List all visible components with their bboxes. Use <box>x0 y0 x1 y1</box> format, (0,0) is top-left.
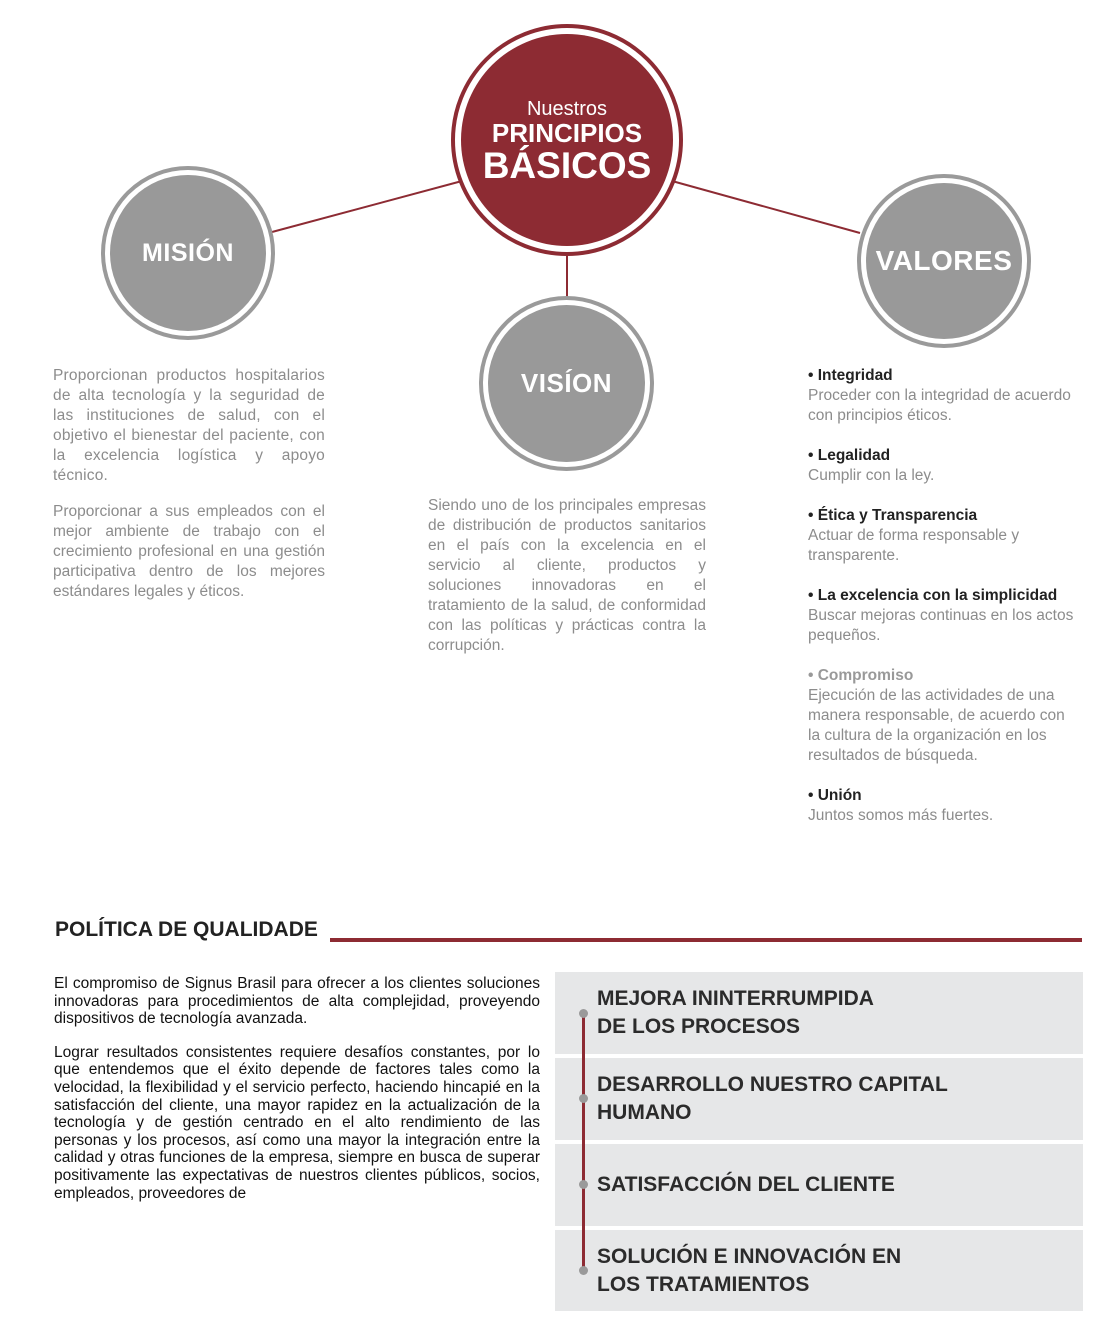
process-label: DESARROLLO NUESTRO CAPITAL HUMANO <box>597 1073 948 1124</box>
value-title: • Integridad <box>808 367 893 384</box>
vision-title: VISÍON <box>488 305 645 462</box>
value-desc: Buscar mejoras continuas en los actos pequeños. <box>808 607 1074 644</box>
mision-circle <box>101 166 275 340</box>
value-title: • Ética y Transparencia <box>808 507 978 524</box>
value-title: • Legalidad <box>808 447 891 464</box>
vision-text <box>428 496 706 672</box>
valores-circle <box>857 174 1031 348</box>
value-item <box>808 666 1078 766</box>
principles-circle-inner <box>461 34 673 246</box>
value-item <box>808 366 1078 426</box>
process-label: SATISFACCIÓN DEL CLIENTE <box>597 1173 895 1196</box>
mision-paragraph: Proporcionar a sus empleados con el mejor ambiente de trabajo con el crecimiento profesional en una gestión participativa dentro de los mejores estándares legales y éticos. <box>53 503 325 600</box>
vision-circle <box>479 296 654 471</box>
valores-title: VALORES <box>866 183 1022 339</box>
policy-title: POLÍTICA DE QUALIDADE <box>55 918 318 941</box>
value-desc: Ejecución de las actividades de una manera responsable, de acuerdo con la cultura de la organización en los resultados de búsqueda. <box>808 687 1065 764</box>
policy-text <box>54 975 540 1218</box>
timeline-dot <box>579 1180 588 1189</box>
process-item <box>555 972 1083 1054</box>
process-list <box>555 972 1083 1311</box>
value-desc: Cumplir con la ley. <box>808 467 935 484</box>
value-desc: Actuar de forma responsable y transparente. <box>808 527 1020 564</box>
process-item <box>555 1230 1083 1311</box>
policy-divider <box>330 938 1082 942</box>
process-label: SOLUCIÓN E INNOVACIÓN EN LOS TRATAMIENTOS <box>597 1244 902 1296</box>
policy-paragraph: El compromiso de Signus Brasil para ofrecer a los clientes soluciones innovadoras para procedimientos de alta complejidad, proveyendo dispositivos de tecnología avanzada. <box>54 975 540 1028</box>
value-title: • La excelencia con la simplicidad <box>808 587 1058 604</box>
policy-paragraph: Lograr resultados consistentes requiere desafíos constantes, por lo que entendemos que el éxito depende de factores tales como la velocidad, la flexibilidad y el servicio perfecto, haciendo hincapié en la satisfacción del cliente, una mayor rapidez en la actualización de la tecnología y de gestión centrado en el alto rendimiento de las personas y los procesos, así como una mayor la integración entre la calidad y otras funciones de la empresa, siempre en busca de superar positivamente las expectativas de nuestros clientes públicos, socios, empleados, proveedores de <box>54 1043 540 1202</box>
process-item <box>555 1058 1083 1140</box>
process-item <box>555 1144 1083 1226</box>
value-item <box>808 586 1078 646</box>
value-item <box>808 506 1078 566</box>
value-title: • Unión <box>808 787 862 804</box>
value-desc: Proceder con la integridad de acuerdo con principios éticos. <box>808 387 1071 424</box>
principles-line-3: BÁSICOS <box>482 145 652 186</box>
process-timeline <box>582 1013 585 1271</box>
vision-paragraph: Siendo uno de los principales empresas de distribución de productos sanitarios en el país con la excelencia en el servicio al cliente, productos y soluciones innovadoras en el tratamiento de la salud, de conformidad con las políticas y prácticas contra la corrupción. <box>428 497 706 654</box>
principles-line-1: Nuestros <box>526 98 608 120</box>
timeline-dot <box>579 1009 588 1018</box>
mision-title: MISIÓN <box>110 175 266 331</box>
process-label: MEJORA ININTERRUMPIDA DE LOS PROCESOS <box>597 987 874 1038</box>
value-item <box>808 786 1078 826</box>
principles-line-2: PRINCIPIOS <box>491 118 643 148</box>
principles-circle <box>451 24 683 256</box>
mision-text <box>53 366 325 618</box>
timeline-dot <box>579 1266 588 1275</box>
timeline-dot <box>579 1094 588 1103</box>
mision-paragraph: Proporcionan productos hospitalarios de alta tecnología y la seguridad de las instituciones de salud, con el objetivo el bienestar del paciente, con la excelencia logística y apoyo técnico. <box>53 367 325 484</box>
value-desc: Juntos somos más fuertes. <box>808 807 994 824</box>
value-item <box>808 446 1078 486</box>
value-title: • Compromiso <box>808 667 914 684</box>
values-list <box>808 366 1078 846</box>
